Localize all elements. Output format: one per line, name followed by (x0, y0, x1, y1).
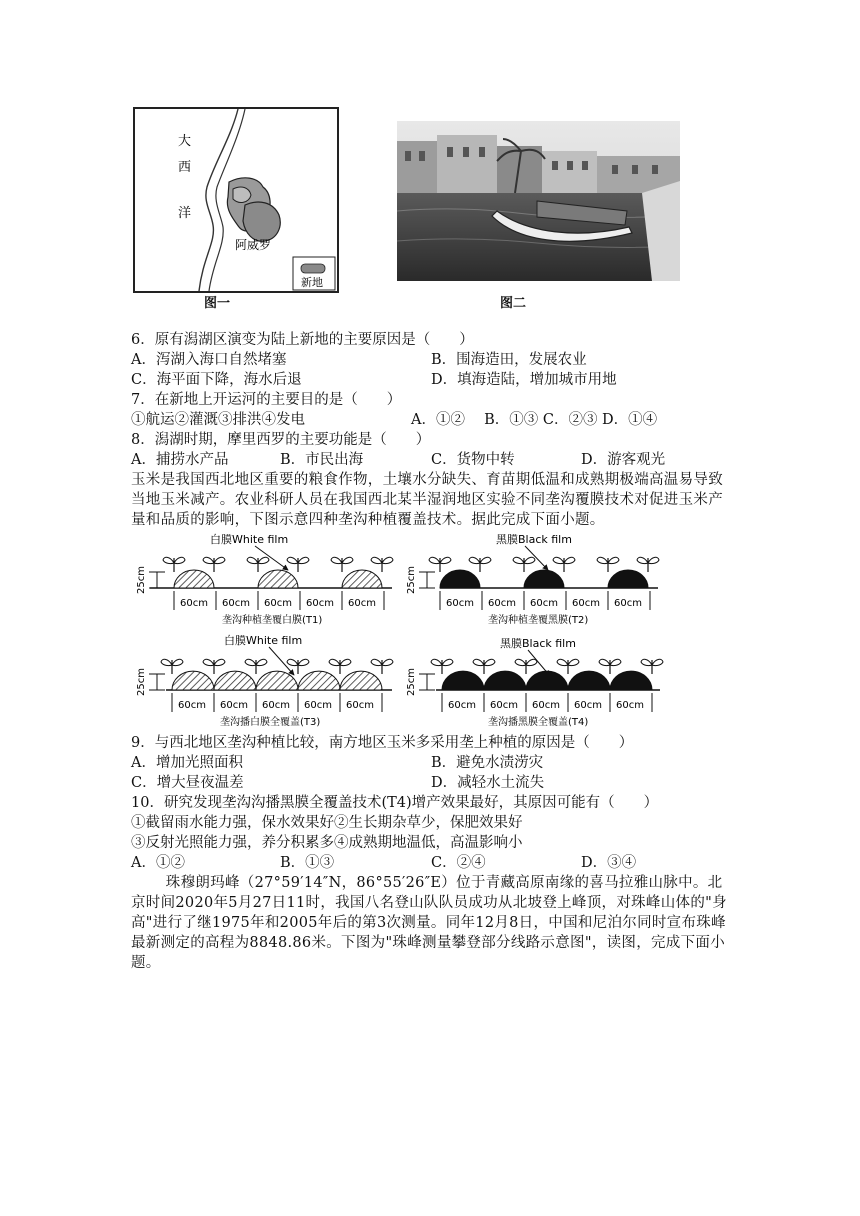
question-6-option-d: D．填海造陆，增加城市用地 (431, 372, 617, 388)
map-figure (133, 107, 339, 293)
t4-width-label: 60cm (616, 700, 644, 711)
t2-width-label: 60cm (488, 598, 516, 609)
city-label: 阿威罗 (235, 238, 272, 252)
question-6-option-b: B．围海造田，发展农业 (431, 352, 587, 368)
question-9-option-c: C．增大昼夜温差 (131, 775, 244, 791)
t4-film-label: 黑膜Black film (500, 637, 576, 650)
question-9-stem: 9．与西北地区垄沟种植比较，南方地区玉米多采用垄上种植的原因是（ ） (131, 735, 634, 751)
t4-width-label: 60cm (490, 700, 518, 711)
t1-width-label: 60cm (306, 598, 334, 609)
t3-width-label: 60cm (346, 700, 374, 711)
t1-width-label: 60cm (264, 598, 292, 609)
question-8-option-b: B．市民出海 (280, 452, 364, 468)
legend-swatch (301, 264, 325, 273)
ocean-label: 洋 (178, 206, 192, 221)
question-6-option-a: A．泻湖入海口自然堵塞 (131, 352, 287, 368)
question-9-option-b: B．避免水渍涝灾 (431, 755, 544, 771)
question-10-option-d: D．③④ (581, 855, 637, 871)
t4-width-label: 60cm (532, 700, 560, 711)
figure-2-caption: 图二 (500, 296, 527, 311)
question-10-option-b: B．①③ (280, 855, 335, 871)
t4-height-label: 25cm (406, 668, 417, 696)
t2-width-label: 60cm (530, 598, 558, 609)
question-7-stem: 7．在新地上开运河的主要目的是（ ） (131, 392, 402, 408)
legend-label: 新地 (301, 276, 323, 289)
t2-film-label: 黑膜Black film (496, 533, 572, 546)
question-10-items-1: ①截留雨水能力强，保水效果好②生长期杂草少，保肥效果好 (131, 815, 523, 831)
t3-width-label: 60cm (304, 700, 332, 711)
t2-width-label: 60cm (446, 598, 474, 609)
t3-height-label: 25cm (136, 668, 147, 696)
t3-width-label: 60cm (262, 700, 290, 711)
question-10-stem: 10．研究发现垄沟沟播黑膜全覆盖技术(T4)增产效果最好，其原因可能有（ ） (131, 795, 659, 811)
t1-film-label: 白膜White film (210, 533, 289, 546)
t1-caption: 垄沟种植垄覆白膜(T1) (222, 615, 323, 626)
t2-width-label: 60cm (572, 598, 600, 609)
everest-intro-paragraph: 珠穆朗玛峰（27°59′14″N，86°55′26″E）位于青藏高原南缘的喜马拉雅山脉中。北京时间2020年5月27日11时，我国八名登山队队员成功从北坡登上峰顶，对珠峰山体的"身高"进行了继1975年和2005年后的第3次测量。同年12月8日，中国和尼泊尔同时宣布珠峰最新测定的高程为8848.86米。下图为"珠峰测量攀登部分线路示意图"，读图，完成下面小题。 (131, 875, 727, 971)
question-9-option-a: A．增加光照面积 (131, 755, 243, 771)
t2-caption: 垄沟种植垄覆黑膜(T2) (488, 615, 589, 626)
t3-film-label: 白膜White film (224, 634, 303, 647)
t3-width-label: 60cm (178, 700, 206, 711)
t3-caption: 垄沟播白膜全覆盖(T3) (220, 717, 321, 728)
ocean-label: 大 (178, 134, 192, 149)
question-8-option-c: C．货物中转 (431, 452, 515, 468)
t1-height-label: 25cm (136, 566, 147, 594)
question-6-option-c: C．海平面下降，海水后退 (131, 372, 302, 388)
t1-width-label: 60cm (348, 598, 376, 609)
corn-intro-paragraph: 玉米是我国西北地区重要的粮食作物，土壤水分缺失、育苗期低温和成熟期极端高温易导致当地玉米减产。农业科研人员在我国西北某半湿润地区实验不同垄沟覆膜技术对促进玉米产量和品质的影响，下图示意四种垄沟种植覆盖技术。据此完成下面小题。 (131, 472, 723, 528)
question-8-stem: 8．潟湖时期，摩里西罗的主要功能是（ ） (131, 432, 431, 448)
t2-height-label: 25cm (406, 566, 417, 594)
t4-width-label: 60cm (448, 700, 476, 711)
t2-width-label: 60cm (614, 598, 642, 609)
figure-1-caption: 图一 (204, 296, 231, 311)
question-6-stem: 6．原有潟湖区演变为陆上新地的主要原因是（ ） (131, 332, 474, 348)
question-10-option-a: A．①② (131, 855, 185, 871)
t4-width-label: 60cm (574, 700, 602, 711)
question-7-items: ①航运②灌溉③排洪④发电 (131, 412, 305, 428)
t4-caption: 垄沟播黑膜全覆盖(T4) (488, 717, 589, 728)
ridge-furrow-diagram (130, 530, 670, 730)
question-8-option-a: A．捕捞水产品 (131, 452, 229, 468)
t3-width-label: 60cm (220, 700, 248, 711)
question-9-option-d: D．减轻水土流失 (431, 775, 545, 791)
question-7-options: A．①② B．①③ C．②③ D．①④ (411, 412, 658, 428)
photo-figure (397, 121, 680, 281)
t1-width-label: 60cm (222, 598, 250, 609)
ocean-label: 西 (178, 160, 192, 175)
question-10-option-c: C．②④ (431, 855, 486, 871)
question-8-option-d: D．游客观光 (581, 452, 666, 468)
t1-width-label: 60cm (180, 598, 208, 609)
question-10-items-2: ③反射光照能力强，养分积累多④成熟期地温低，高温影响小 (131, 835, 523, 851)
